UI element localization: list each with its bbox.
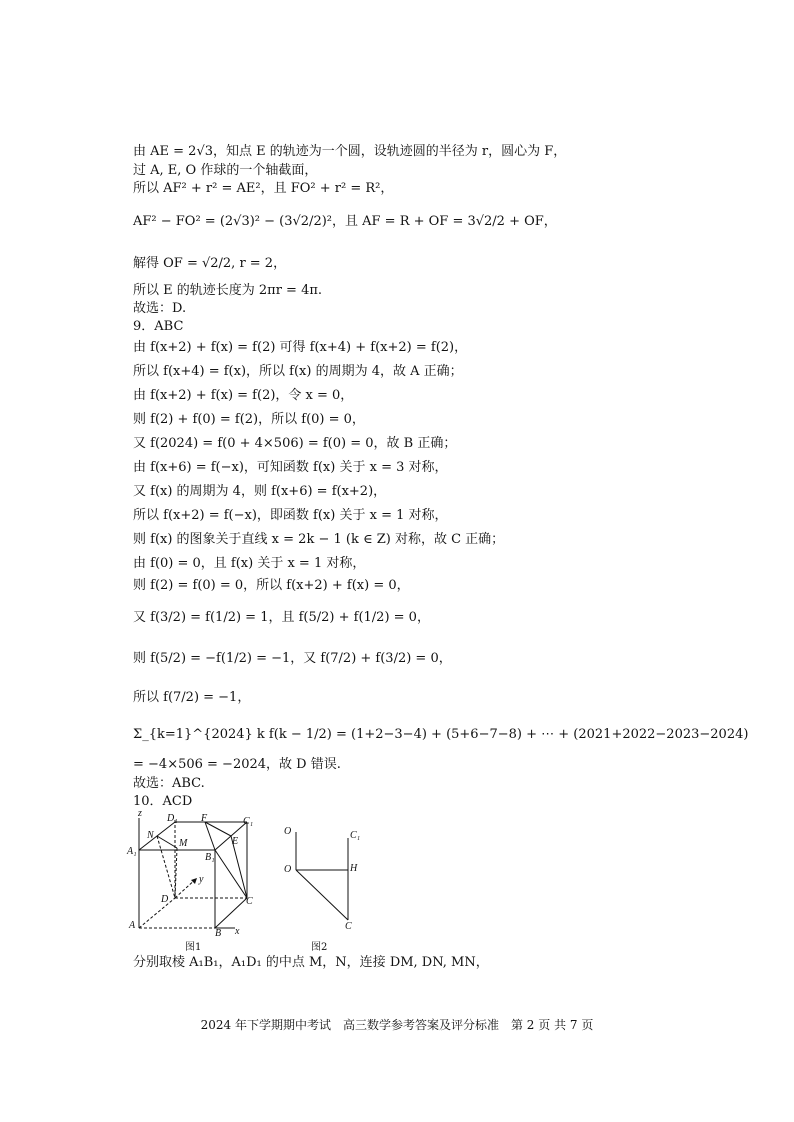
label-e: E bbox=[232, 836, 239, 847]
question-number: 9．ABC bbox=[133, 319, 184, 334]
summation-line: Σ_{k=1}^{2024} k f(k − 1/2) = (1+2−3−4) + (5+6−7−8) + ⋯ + (2021+2022−2023−2024) bbox=[133, 727, 749, 742]
text-line: 则 f(2) = f(0) = 0，所以 f(x+2) + f(x) = 0， bbox=[133, 578, 410, 593]
figure-1-caption: 图1 bbox=[185, 942, 202, 953]
text-line: 则 f(x) 的图象关于直线 x = 2k − 1 (k ∈ Z) 对称，故 C 正确； bbox=[133, 532, 505, 547]
label-o: O bbox=[284, 864, 292, 875]
page-footer: 2024 年下学期期中考试 高三数学参考答案及评分标准 第 2 页 共 7 页 bbox=[200, 1018, 594, 1032]
figure-2-caption: 图2 bbox=[311, 942, 328, 953]
text-line: 又 f(2024) = f(0 + 4×506) = f(0) = 0，故 B 正确； bbox=[133, 436, 457, 451]
text-line: 由 f(x+2) + f(x) = f(2)，令 x = 0， bbox=[133, 388, 354, 403]
label-b: B bbox=[215, 928, 222, 939]
text-line: = −4×506 = −2024，故 D 错误. bbox=[133, 757, 341, 772]
text-line: 又 f(x) 的周期为 4，则 f(x+6) = f(x+2)， bbox=[133, 484, 387, 499]
text-line: 所以 f(7/2) = −1， bbox=[133, 690, 251, 705]
label-c1: C₁ bbox=[350, 830, 361, 841]
label-a1: A₁ bbox=[127, 846, 137, 857]
label-a: A bbox=[129, 920, 136, 931]
label-f: F bbox=[201, 813, 208, 824]
text-line: 由 AE = 2√3，知点 E 的轨迹为一个圆，设轨迹圆的半径为 r，圆心为 F， bbox=[133, 144, 567, 159]
text-line: 解得 OF = √2/2, r = 2， bbox=[133, 256, 287, 271]
label-m: M bbox=[179, 838, 188, 849]
text-line: 又 f(3/2) = f(1/2) = 1，且 f(5/2) + f(1/2) = 0， bbox=[133, 610, 430, 625]
label-c1: C₁ bbox=[243, 816, 254, 827]
question-number: 10．ACD bbox=[133, 794, 193, 809]
text-line: 所以 AF² + r² = AE²，且 FO² + r² = R²， bbox=[133, 181, 394, 196]
label-x: x bbox=[235, 926, 240, 937]
label-h: H bbox=[350, 863, 358, 874]
label-n: N bbox=[147, 830, 154, 841]
label-c: C bbox=[246, 896, 253, 907]
text-line: 故选：D. bbox=[133, 301, 187, 316]
label-c: C bbox=[345, 921, 352, 932]
label-d1: D₁ bbox=[167, 813, 178, 824]
figure-1-cube bbox=[125, 808, 265, 953]
label-y: y bbox=[199, 874, 204, 885]
label-b1: B₁ bbox=[205, 852, 215, 863]
text-line: 由 f(x+2) + f(x) = f(2) 可得 f(x+4) + f(x+2) = f(2)， bbox=[133, 340, 468, 355]
cube-diagram bbox=[125, 808, 265, 953]
label-o-top: O bbox=[284, 826, 292, 837]
text-line: 由 f(0) = 0，且 f(x) 关于 x = 1 对称， bbox=[133, 556, 366, 571]
text-line: 由 f(x+6) = f(−x)，可知函数 f(x) 关于 x = 3 对称， bbox=[133, 460, 448, 475]
text-line: 过 A, E, O 作球的一个轴截面， bbox=[133, 163, 318, 178]
text-line: 所以 f(x+2) = f(−x)，即函数 f(x) 关于 x = 1 对称， bbox=[133, 508, 448, 523]
text-line: 则 f(5/2) = −f(1/2) = −1，又 f(7/2) + f(3/2) = 0， bbox=[133, 651, 452, 666]
figure-2-section bbox=[280, 820, 370, 953]
text-line: 分别取棱 A₁B₁，A₁D₁ 的中点 M，N，连接 DM, DN, MN， bbox=[133, 955, 489, 970]
text-line: AF² − FO² = (2√3)² − (3√2/2)²，且 AF = R + OF = 3√2/2 + OF， bbox=[133, 214, 557, 229]
label-z: z bbox=[138, 808, 142, 819]
text-line: 则 f(2) + f(0) = f(2)，所以 f(0) = 0， bbox=[133, 412, 365, 427]
text-line: 故选：ABC. bbox=[133, 776, 205, 791]
label-d: D bbox=[161, 894, 169, 905]
text-line: 所以 f(x+4) = f(x)，所以 f(x) 的周期为 4，故 A 正确； bbox=[133, 364, 463, 379]
text-line: 所以 E 的轨迹长度为 2πr = 4π. bbox=[133, 283, 323, 298]
